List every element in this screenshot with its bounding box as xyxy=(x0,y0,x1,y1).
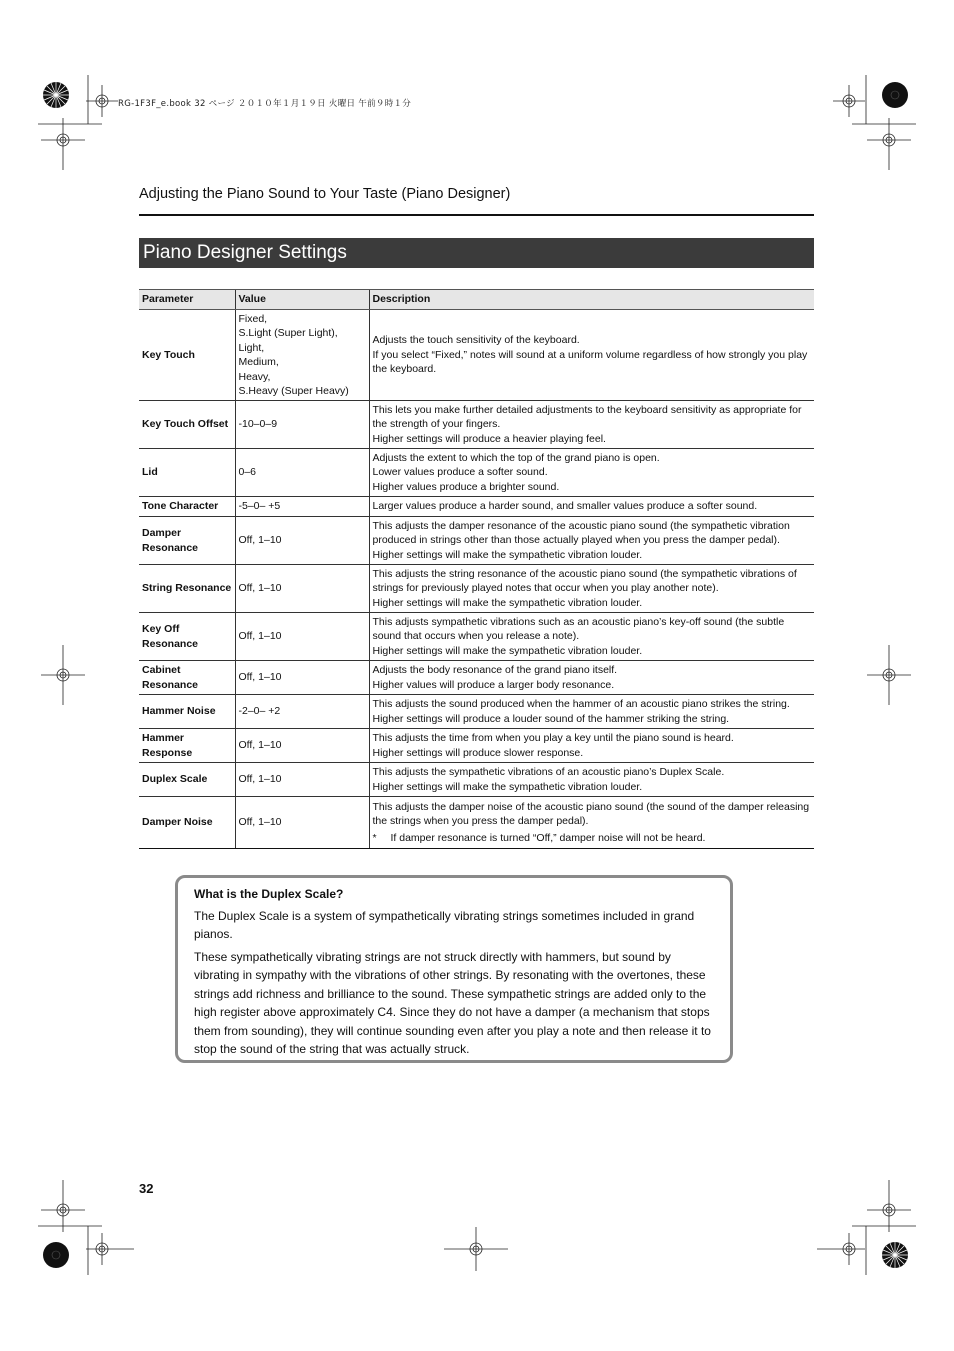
description-cell xyxy=(369,763,814,797)
description-line: Higher settings will make the sympathetic vibration louder. xyxy=(372,644,643,657)
description-line: This adjusts the sympathetic vibrations of an acoustic piano’s Duplex Scale. xyxy=(372,766,725,778)
table-row xyxy=(139,797,814,849)
description-line: Larger values produce a harder sound, and smaller values produce a softer sound. xyxy=(372,500,758,513)
info-box xyxy=(175,875,733,1063)
header-description: Description xyxy=(369,290,814,310)
parameter-cell: Cabinet Resonance xyxy=(139,661,235,695)
page-number: 32 xyxy=(139,1181,154,1196)
value-cell: Off, 1–10 xyxy=(235,613,369,661)
description-cell xyxy=(369,401,814,449)
value-cell: Off, 1–10 xyxy=(235,729,369,763)
value-cell xyxy=(235,310,369,401)
parameter-cell: Hammer Response xyxy=(139,729,235,763)
registration-mark xyxy=(817,1233,865,1265)
section-title: Adjusting the Piano Sound to Your Taste (Piano Designer) xyxy=(139,186,511,202)
solid-target-mark xyxy=(43,1242,69,1268)
description-cell xyxy=(369,661,814,695)
description-line: This adjusts sympathetic vibrations such as an acoustic piano’s key-off sound (the subtle sound that occurs when you release a note). xyxy=(372,615,785,643)
description-cell xyxy=(369,729,814,763)
title-rule xyxy=(139,214,814,216)
table-row xyxy=(139,401,814,449)
registration-mark xyxy=(41,1180,85,1232)
description-cell xyxy=(369,310,814,401)
description-cell xyxy=(369,517,814,565)
parameter-cell: Damper Noise xyxy=(139,797,235,849)
print-header: RG-1F3F_e.book 32 ページ ２０１０年１月１９日 火曜日 午前９時１分 xyxy=(118,99,412,109)
value-cell: Off, 1–10 xyxy=(235,763,369,797)
table-row xyxy=(139,449,814,497)
table-header-row xyxy=(139,290,814,310)
description-line: Higher values will produce a larger body resonance. xyxy=(372,678,615,691)
value-cell: Off, 1–10 xyxy=(235,565,369,613)
parameter-cell: Damper Resonance xyxy=(139,517,235,565)
description-line: This adjusts the damper resonance of the acoustic piano sound (the sympathetic vibration produced in strings other than those actually played when you press the damper pedal). xyxy=(372,519,790,547)
description-line: This adjusts the string resonance of the acoustic piano sound (the sympathetic vibrations of strings for previously played notes that occur when you play another note). xyxy=(372,567,797,595)
description-cell xyxy=(369,797,814,849)
parameter-cell: Tone Character xyxy=(139,497,235,517)
parameter-cell: Key Off Resonance xyxy=(139,613,235,661)
description-line: Higher settings will make the sympathetic vibration louder. xyxy=(372,596,643,609)
value-cell: Off, 1–10 xyxy=(235,661,369,695)
description-line: Higher settings will make the sympathetic vibration louder. xyxy=(372,548,643,561)
table-row xyxy=(139,517,814,565)
description-cell xyxy=(369,497,814,517)
value-line: Medium, xyxy=(238,356,279,368)
page-title: Piano Designer Settings xyxy=(139,238,814,268)
note xyxy=(373,831,812,846)
value-cell: -10–0–9 xyxy=(235,401,369,449)
description-line: This adjusts the sound produced when the hammer of an acoustic piano strikes the string. xyxy=(372,698,790,710)
value-line: Fixed, xyxy=(238,312,268,325)
parameter-cell: Key Touch Offset xyxy=(139,401,235,449)
info-box-paragraph: These sympathetically vibrating strings are not struck directly with hammers, but sound by vibrating in sympathy with the vibrations of other strings. By resonating with the overtones, these strings add richness and brilliance to the sound. These sympathetic strings are added only to the high register above approximately C4. Since they do not have a damper (a mechanism that stops them from sounding), they will continue sounding even after you play a note and then release it to stop the sound of the string that was actually struck. xyxy=(194,949,711,1056)
value-cell: -5–0– +5 xyxy=(235,497,369,517)
parameter-cell: String Resonance xyxy=(139,565,235,613)
description-line: This lets you make further detailed adjustments to the keyboard sensitivity as appropriate for the strength of your fingers. xyxy=(372,403,802,431)
value-cell: 0–6 xyxy=(235,449,369,497)
parameter-cell: Hammer Noise xyxy=(139,695,235,729)
table-row xyxy=(139,763,814,797)
table-row xyxy=(139,310,814,401)
value-line: Heavy, xyxy=(238,370,271,383)
description-line: Higher settings will produce a heavier playing feel. xyxy=(372,432,606,445)
description-line: This adjusts the damper noise of the acoustic piano sound (the sound of the damper releasing the strings when you press the damper pedal). xyxy=(372,800,810,828)
starburst-mark xyxy=(43,82,69,108)
description-line: This adjusts the time from when you play a key until the piano sound is heard. xyxy=(372,732,734,744)
description-line: Adjusts the extent to which the top of the grand piano is open. xyxy=(372,451,660,464)
table-row xyxy=(139,497,814,517)
description-line: Adjusts the body resonance of the grand piano itself. xyxy=(372,664,618,676)
value-cell: -2–0– +2 xyxy=(235,695,369,729)
description-line: Higher settings will produce a louder sound of the hammer striking the string. xyxy=(372,712,730,725)
table-row xyxy=(139,565,814,613)
solid-target-mark xyxy=(882,82,908,108)
note-text: If damper resonance is turned “Off,” damper noise will not be heard. xyxy=(390,831,706,844)
description-cell xyxy=(369,695,814,729)
table-row xyxy=(139,729,814,763)
parameter-cell: Duplex Scale xyxy=(139,763,235,797)
registration-mark xyxy=(867,645,911,705)
value-line: S.Heavy (Super Heavy) xyxy=(238,385,349,397)
description-line: Higher settings will make the sympathetic vibration louder. xyxy=(372,780,643,793)
description-cell xyxy=(369,565,814,613)
description-line: Adjusts the touch sensitivity of the keyboard. xyxy=(372,334,580,347)
header-value: Value xyxy=(235,290,369,310)
parameter-cell: Key Touch xyxy=(139,310,235,401)
header-parameter: Parameter xyxy=(139,290,235,310)
value-cell: Off, 1–10 xyxy=(235,797,369,849)
table-row xyxy=(139,613,814,661)
note-mark: * xyxy=(372,831,377,844)
registration-mark xyxy=(833,85,865,117)
registration-mark xyxy=(86,1233,134,1265)
registration-mark xyxy=(41,118,85,170)
description-line: Higher settings will produce slower response. xyxy=(372,746,584,759)
table-row xyxy=(139,661,814,695)
value-line: Light, xyxy=(238,341,265,354)
registration-mark xyxy=(86,85,118,117)
description-cell xyxy=(369,613,814,661)
registration-mark xyxy=(41,645,85,705)
description-line: If you select “Fixed,” notes will sound at a uniform volume regardless of how strongly you play the keyboard. xyxy=(372,348,808,376)
registration-mark xyxy=(867,118,911,170)
starburst-mark xyxy=(882,1242,908,1268)
description-line: Higher values produce a brighter sound. xyxy=(372,480,560,493)
parameter-cell: Lid xyxy=(139,449,235,497)
registration-mark xyxy=(867,1180,911,1232)
settings-table xyxy=(139,289,814,849)
description-cell xyxy=(369,449,814,497)
value-cell: Off, 1–10 xyxy=(235,517,369,565)
table-row xyxy=(139,695,814,729)
registration-mark xyxy=(444,1227,508,1271)
description-line: Lower values produce a softer sound. xyxy=(372,466,548,479)
info-box-title: What is the Duplex Scale? xyxy=(194,887,344,901)
info-box-paragraph: The Duplex Scale is a system of sympathetically vibrating strings sometimes included in grand pianos. xyxy=(194,908,695,941)
value-line: S.Light (Super Light), xyxy=(238,327,338,339)
